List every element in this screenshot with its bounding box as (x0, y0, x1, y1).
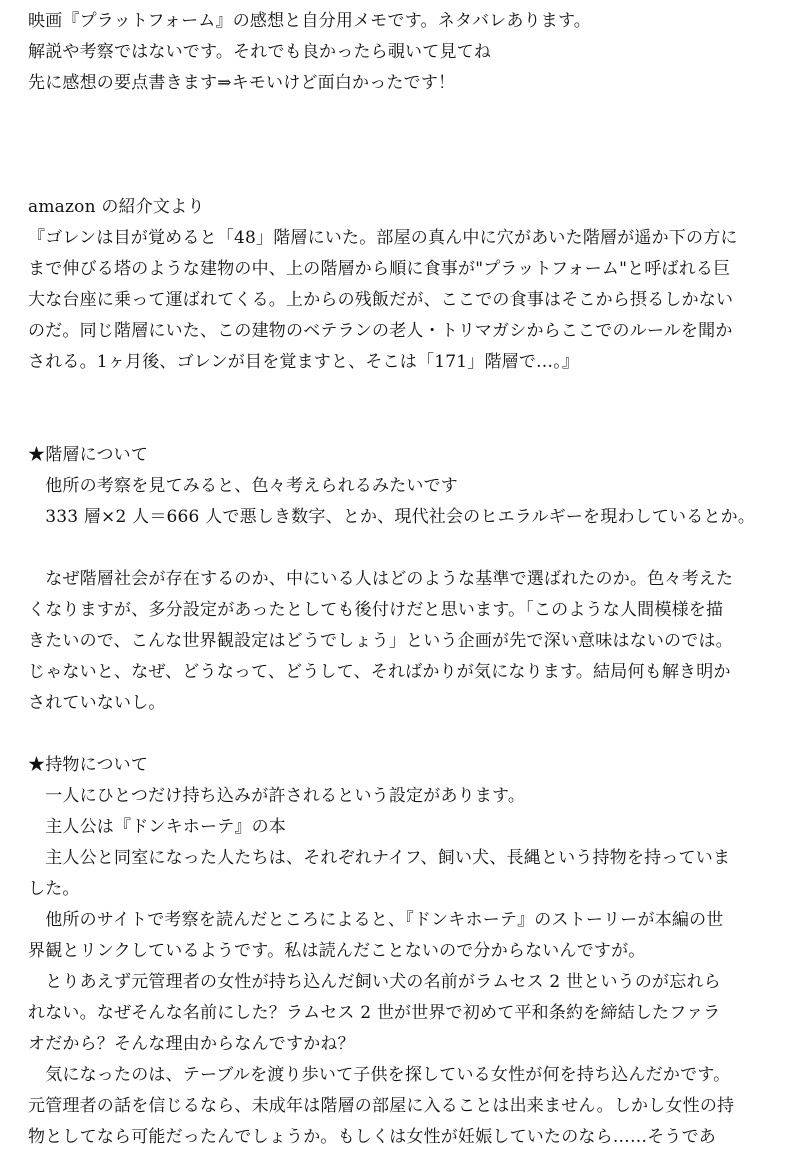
amazon-heading: amazon の紹介文より (28, 197, 205, 217)
floors-paragraph-line: されていないし。 (28, 693, 166, 713)
items-section (28, 750, 780, 1153)
floors-paragraph-line: じゃないと、なぜ、どうなって、どうして、そればかりが気になります。結局何も解き明か (28, 662, 731, 682)
items-line: 主人公と同室になった人たちは、それぞれナイフ、飼い犬、長縄という持物を持っていま (28, 848, 731, 868)
floors-paragraph-line: なぜ階層社会が存在するのか、中にいる人はどのような基準で選ばれたのか。色々考えた (28, 569, 734, 589)
items-line: した。 (28, 879, 80, 899)
blank-line (28, 378, 780, 409)
intro-line: 先に感想の要点書きます⇒キモいけど面白かったです！ (28, 73, 456, 93)
items-line: れない。なぜそんな名前にした？ラムセス 2 世が世界で初めて平和条約を締結したファラ (28, 1003, 721, 1023)
items-line: 主人公は『ドンキホーテ』の本 (28, 817, 286, 837)
synopsis-line: 『ゴレンは目が覚めると「48」階層にいた。部屋の真ん中に穴があいた階層が遥か下の方に (28, 228, 738, 248)
synopsis-line: 大な台座に乗って運ばれてくる。上からの残飯だが、ここでの食事はそこから摂るしかない (28, 290, 734, 310)
items-line: 元管理者の話を信じるなら、未成年は階層の部屋に入ることは出来ません。しかし女性の持 (28, 1096, 735, 1116)
blank-line (28, 130, 780, 161)
items-line: 界観とリンクしているようです。私は読んだことないので分からないんですが。 (28, 941, 646, 961)
floors-section (28, 440, 780, 719)
items-line: とりあえず元管理者の女性が持ち込んだ飼い犬の名前がラムセス 2 世というのが忘れら (28, 972, 721, 992)
items-line: 一人にひとつだけ持ち込みが許されるという設定があります。 (28, 786, 526, 806)
blank-line (28, 99, 780, 130)
items-line: オだから？そんな理由からなんですかね？ (28, 1034, 355, 1054)
amazon-section (28, 192, 780, 378)
synopsis-line: のだ。同じ階層にいた、この建物のベテランの老人・トリマガシからここでのルールを聞か (28, 321, 733, 341)
intro-line: 映画『プラットフォーム』の感想と自分用メモです。ネタバレあります。 (28, 11, 592, 31)
intro-line: 解説や考察ではないです。それでも良かったら覗いて見てね (28, 42, 492, 62)
intro-paragraph (28, 6, 780, 99)
blank-line (28, 533, 780, 564)
floors-line: 他所の考察を見てみると、色々考えられるみたいです (28, 476, 458, 496)
items-heading: ★持物について (28, 755, 149, 775)
items-line: 気になったのは、テーブルを渡り歩いて子供を探している女性が何を持ち込んだかです。 (28, 1065, 731, 1085)
blank-line (28, 161, 780, 192)
floors-heading: ★階層について (28, 445, 149, 465)
blank-line (28, 409, 780, 440)
document-page (28, 0, 780, 1153)
synopsis-line: まで伸びる塔のような建物の中、上の階層から順に食事が"プラットフォーム"と呼ばれる巨 (28, 259, 731, 279)
items-line: 他所のサイトで考察を読んだところによると、『ドンキホーテ』のストーリーが本編の世 (28, 910, 724, 930)
floors-line: 333 層×2 人＝666 人で悪しき数字、とか、現代社会のヒエラルギーを現わしているとか。 (28, 507, 756, 527)
floors-paragraph-line: きたいので、こんな世界観設定はどうでしょう」という企画が先で深い意味はないのでは。 (28, 631, 733, 651)
floors-paragraph-line: くなりますが、多分設定があったとしても後付けだと思います。「このような人間模様を描 (28, 600, 724, 620)
blank-line (28, 719, 780, 750)
items-line: 物としてなら可能だったんでしょうか。もしくは女性が妊娠していたのなら……そうであ (28, 1127, 716, 1147)
synopsis-line: される。1ヶ月後、ゴレンが目を覚ますと、そこは「171」階層で…。』 (28, 352, 580, 372)
